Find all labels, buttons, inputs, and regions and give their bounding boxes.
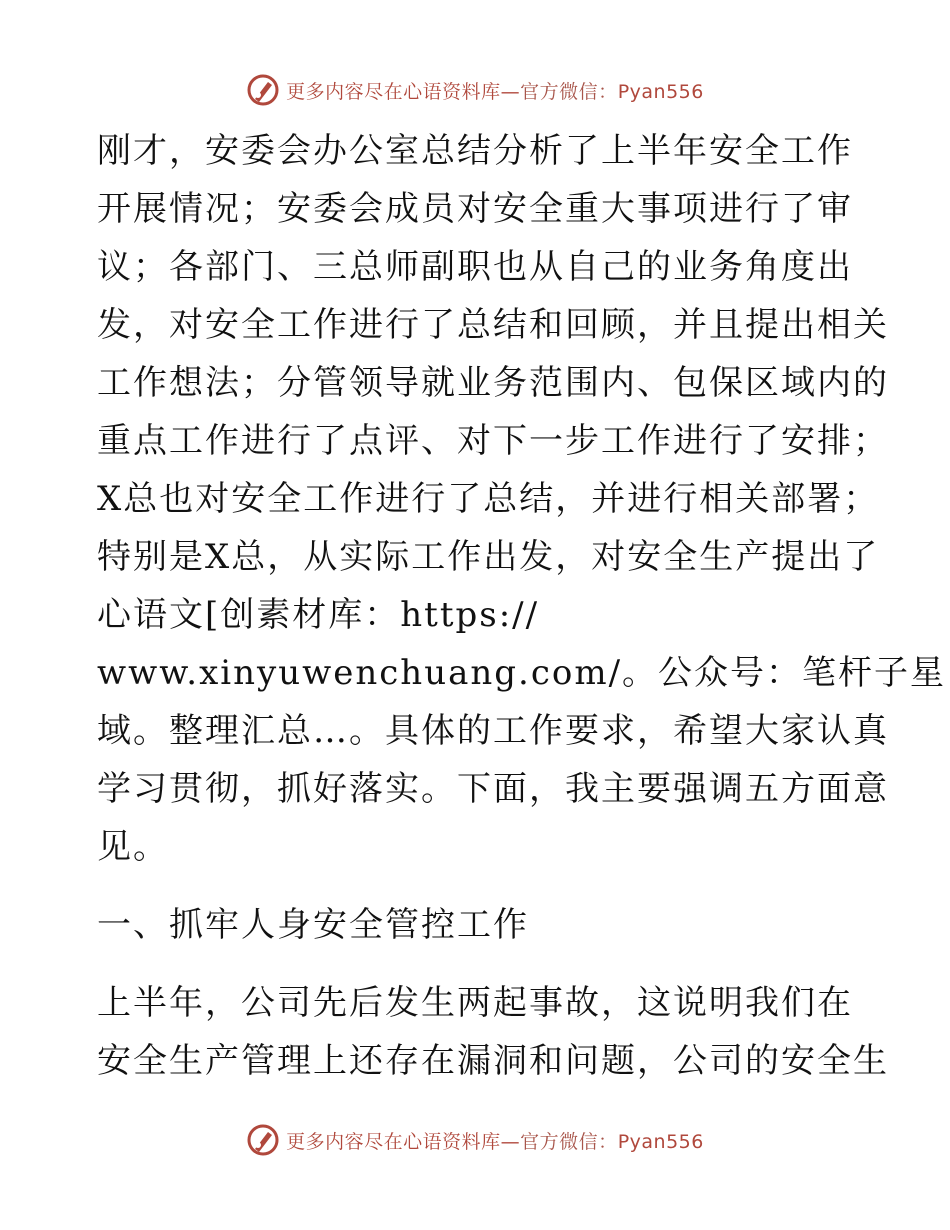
footer-wechat-label: 官方微信： [520,1130,618,1153]
pen-logo-icon [246,73,280,107]
paragraph-line: 心语文[创素材库：https:// [97,595,540,635]
paragraph-line: X总也对安全工作进行了总结，并进行相关部署； [97,479,880,519]
paragraph-line: 刚才，安委会办公室总结分析了上半年安全工作 [97,131,853,171]
paragraph-line: 安全生产管理上还存在漏洞和问题，公司的安全生 [97,1041,889,1081]
paragraph-line: 域。整理汇总…。具体的工作要求，希望大家认真 [97,711,889,751]
header-wechat-label: 官方微信： [520,80,618,103]
paragraph-line: 见。 [97,827,169,867]
section-heading: 一、抓牢人身安全管控工作 [97,905,529,945]
paragraph-line: 工作想法；分管领导就业务范围内、包保区域内的 [97,363,889,403]
paragraph-line: 重点工作进行了点评、对下一步工作进行了安排； [97,421,889,461]
paragraph-line: 学习贯彻，抓好落实。下面，我主要强调五方面意 [97,769,889,809]
paragraph-line: 特别是X总，从实际工作出发，对安全生产提出了 [97,537,880,577]
header-site-text: 更多内容尽在心语资料库 [286,80,501,103]
paragraph-line: 上半年，公司先后发生两起事故，这说明我们在 [97,983,853,1023]
paragraph-line: www.xinyuwenchuang.com/。公众号：笔杆子星 [97,653,947,693]
footer-wechat-account: Pyan556 [617,1130,704,1153]
header-wechat-account: Pyan556 [617,80,704,103]
header-watermark [0,70,950,110]
paragraph-line: 开展情况；安委会成员对安全重大事项进行了审 [97,189,853,229]
pen-logo-icon [246,1123,280,1157]
paragraph-line: 议；各部门、三总师副职也从自己的业务角度出 [97,247,853,287]
footer-separator: — [500,1130,521,1153]
paragraph-line: 发，对安全工作进行了总结和回顾，并且提出相关 [97,305,889,345]
document-body [97,122,947,1090]
header-separator: — [500,80,521,103]
footer-watermark [0,1120,950,1160]
footer-site-text: 更多内容尽在心语资料库 [286,1130,501,1153]
